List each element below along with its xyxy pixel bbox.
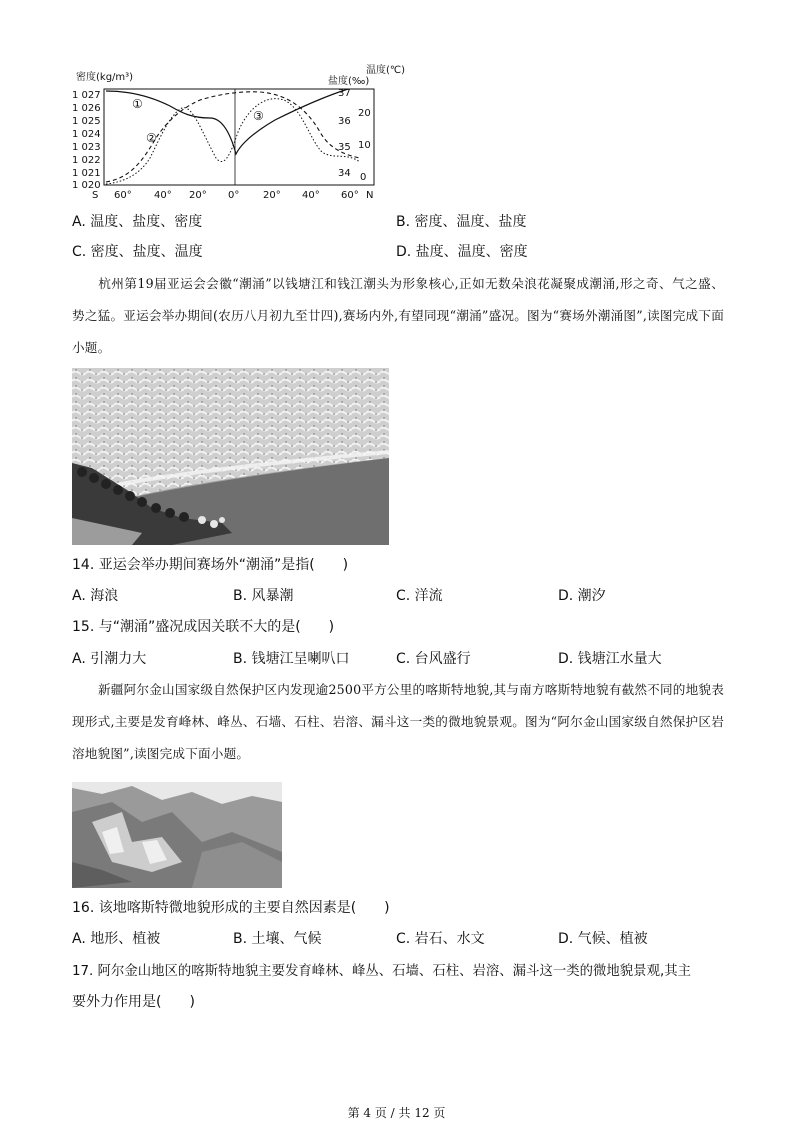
salinity-tick: 35 — [338, 142, 351, 153]
salinity-axis-label: 盐度(‰) — [328, 76, 370, 87]
density-tick: 1 027 — [72, 90, 101, 101]
q17-stem-line-2: 要外力作用是( ) — [72, 994, 195, 1010]
density-tick: 1 021 — [72, 168, 101, 179]
density-tick: 1 022 — [72, 155, 101, 166]
q14-option-d: D. 潮汐 — [558, 588, 606, 604]
q13-option-d: D. 盐度、温度、密度 — [396, 244, 528, 260]
density-tick: 1 020 — [72, 180, 101, 191]
q14-option-c: C. 洋流 — [396, 588, 443, 604]
plot-frame — [104, 89, 374, 185]
q13-option-a: A. 温度、盐度、密度 — [72, 214, 203, 230]
passage-karst-text: 新疆阿尔金山国家级自然保护区内发现逾2500平方公里的喀斯特地貌,其与南方喀斯特地貌有截然不同的地貌表现形式,主要是发育峰林、峰丛、石墙、石柱、岩溶、漏斗这一类的微地貌景观。图为“阿尔金山国家级自然保护区岩溶地貌图”,读图完成下面小题。 — [72, 682, 724, 761]
curve-label-2: ② — [146, 131, 157, 145]
density-axis-label: 密度(kg/m³) — [76, 72, 134, 83]
density-tick: 1 026 — [72, 103, 101, 114]
latitude-tick: 0° — [228, 190, 240, 201]
temperature-axis-label: 温度(℃) — [366, 65, 406, 76]
density-ticks — [72, 90, 101, 191]
latitude-tick: 20° — [263, 190, 281, 201]
latitude-ticks — [92, 190, 373, 201]
curve-label-3: ③ — [253, 109, 264, 123]
latitude-tick: N — [366, 190, 374, 201]
q16-option-b: B. 土壤、气候 — [233, 931, 322, 947]
temperature-tick: 20 — [358, 108, 371, 119]
salinity-tick: 34 — [338, 168, 351, 179]
density-tick: 1 024 — [72, 129, 101, 140]
passage-tidal-bore — [72, 268, 724, 364]
latitude-tick: 40° — [302, 190, 320, 201]
density-tick: 1 023 — [72, 142, 101, 153]
q15-stem: 15. 与“潮涌”盛况成因关联不大的是( ) — [72, 619, 335, 635]
temperature-ticks — [358, 108, 371, 183]
salinity-ticks — [338, 88, 351, 179]
karst-landform-photo — [72, 782, 282, 888]
curve-2-dashed — [106, 92, 360, 182]
passage-karst — [72, 674, 724, 770]
salinity-tick: 37 — [338, 88, 351, 99]
q13-option-c: C. 密度、盐度、温度 — [72, 244, 203, 260]
q14-stem: 14. 亚运会举办期间赛场外“潮涌”是指( ) — [72, 557, 349, 573]
density-salinity-temperature-chart — [70, 62, 406, 202]
latitude-tick: 20° — [189, 190, 207, 201]
density-tick: 1 025 — [72, 116, 101, 127]
q15-option-b: B. 钱塘江呈喇叭口 — [233, 651, 350, 667]
q16-option-d: D. 气候、植被 — [558, 931, 648, 947]
tidal-bore-photo — [72, 368, 389, 545]
temperature-tick: 10 — [358, 140, 371, 151]
passage-tidal-bore-text: 杭州第19届亚运会会徽“潮涌”以钱塘江和钱江潮头为形象核心,正如无数朵浪花凝聚成潮涌,形之奇、气之盛、势之猛。亚运会举办期间(农历八月初九至廿四),赛场内外,有望同现“潮涌”盛况。图为“赛场外潮涌图”,读图完成下面小题。 — [72, 276, 724, 355]
q16-option-c: C. 岩石、水文 — [396, 931, 485, 947]
q15-option-a: A. 引潮力大 — [72, 651, 147, 667]
latitude-tick: S — [92, 190, 99, 201]
q17-stem-line-1: 17. 阿尔金山地区的喀斯特地貌主要发育峰林、峰丛、石墙、石柱、岩溶、漏斗这一类的微地貌景观,其主 — [72, 964, 691, 979]
curve-label-1: ① — [132, 97, 143, 111]
q13-option-b: B. 密度、温度、盐度 — [396, 214, 527, 230]
latitude-tick: 40° — [154, 190, 172, 201]
q14-option-b: B. 风暴潮 — [233, 588, 294, 604]
q16-option-a: A. 地形、植被 — [72, 931, 161, 947]
q16-stem: 16. 该地喀斯特微地貌形成的主要自然因素是( ) — [72, 900, 390, 916]
q15-option-c: C. 台风盛行 — [396, 651, 471, 667]
q15-option-d: D. 钱塘江水量大 — [558, 651, 662, 667]
q14-option-a: A. 海浪 — [72, 588, 119, 604]
page-footer: 第 4 页 / 共 12 页 — [347, 1106, 446, 1120]
temperature-tick: 0 — [360, 172, 367, 183]
latitude-tick: 60° — [114, 190, 132, 201]
salinity-tick: 36 — [338, 116, 351, 127]
latitude-tick: 60° — [341, 190, 359, 201]
curve-3-dotted — [106, 99, 360, 184]
